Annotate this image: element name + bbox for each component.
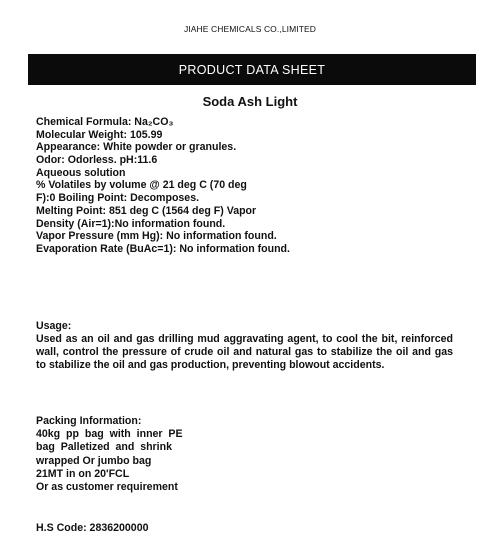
usage-text: Used as an oil and gas drilling mud aggravating agent, to cool the bit, reinforced wall, control the pressure of crude oil and natural gas to stabilize the oil and gas to stabilize the oil and gas production, preventing blowout accidents. (36, 332, 453, 372)
property-line: Appearance: White powder or granules. (36, 141, 237, 154)
packing-line: 40kg pp bag with inner PE (36, 428, 183, 441)
usage-section (36, 320, 453, 373)
company-name: JIAHE CHEMICALS CO.,LIMITED (183, 24, 317, 34)
property-line: Odor: Odorless. pH:11.6 (36, 154, 158, 167)
hs-code: H.S Code: 2836200000 (36, 522, 149, 534)
packing-line: wrapped Or jumbo bag (36, 454, 152, 467)
usage-heading: Usage: (36, 320, 72, 332)
packing-heading: Packing Information: (36, 415, 142, 427)
property-line: Melting Point: 851 deg C (1564 deg F) Vapor (36, 204, 257, 217)
property-line: Molecular Weight: 105.99 (36, 128, 163, 141)
property-line: Density (Air=1):No information found. (36, 217, 226, 230)
banner-title: PRODUCT DATA SHEET (178, 62, 326, 77)
packing-line: Or as customer requirement (36, 480, 178, 493)
property-line: Evaporation Rate (BuAc=1): No information found. (36, 242, 290, 255)
document-banner (28, 54, 476, 85)
property-line: % Volatiles by volume @ 21 deg C (70 deg (36, 179, 247, 192)
packing-line: bag Palletized and shrink (36, 441, 172, 454)
property-line: Vapor Pressure (mm Hg): No information found. (36, 230, 277, 243)
property-line: F):0 Boiling Point: Decomposes. (36, 192, 200, 205)
property-line: Chemical Formula: Na₂CO₃ (36, 116, 174, 128)
properties-section (36, 116, 290, 256)
product-title: Soda Ash Light (202, 94, 298, 109)
property-line: Aqueous solution (36, 166, 126, 179)
packing-line: 21MT in on 20'FCL (36, 467, 130, 480)
packing-section (36, 415, 183, 494)
